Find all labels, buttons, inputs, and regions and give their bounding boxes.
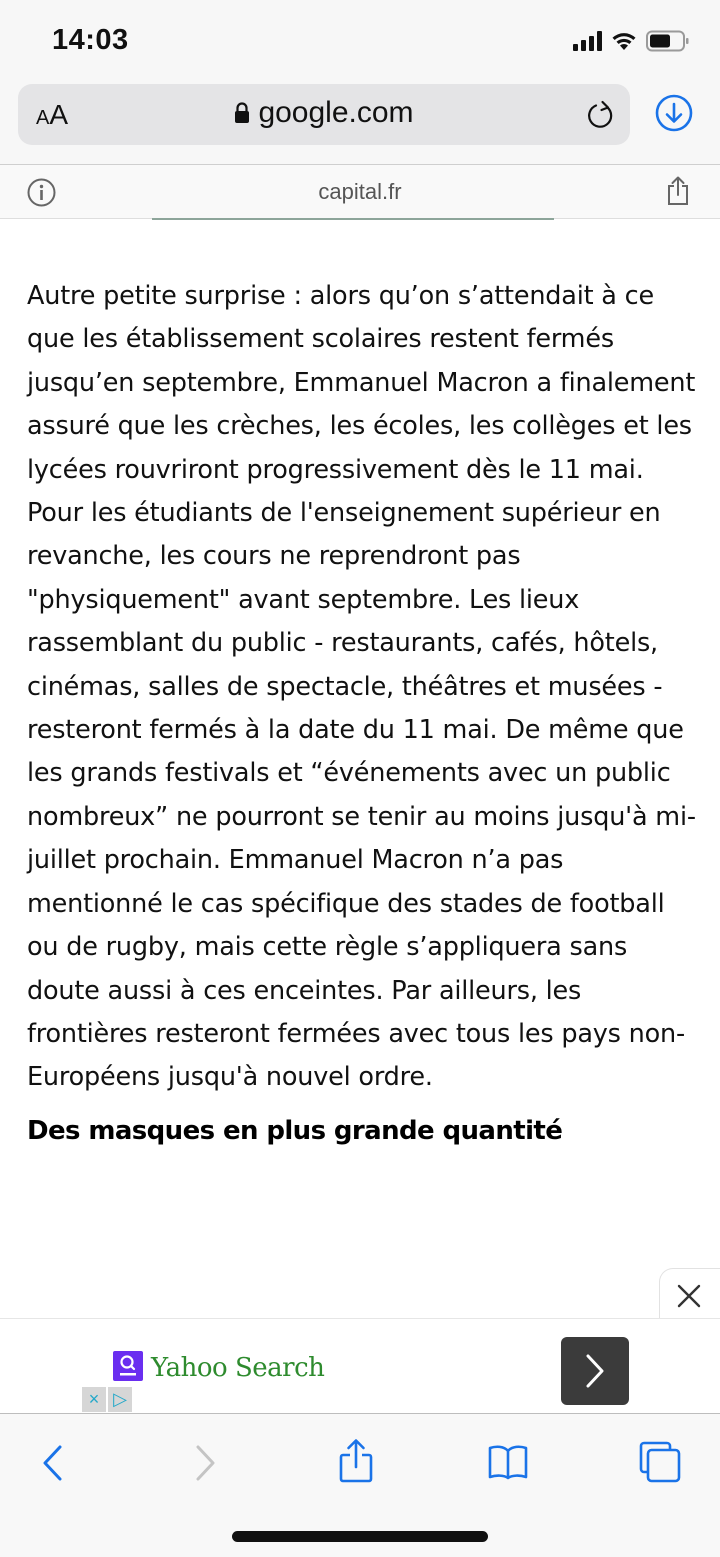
- share-button[interactable]: [338, 1438, 374, 1484]
- page-load-divider: [152, 218, 554, 220]
- ad-close-button[interactable]: [659, 1268, 720, 1320]
- status-time: 14:03: [52, 24, 129, 56]
- reload-icon[interactable]: [586, 98, 616, 130]
- url-text: google.com: [258, 96, 414, 129]
- article-body: [27, 275, 697, 1146]
- wifi-icon: [611, 31, 637, 51]
- url-display[interactable]: [18, 96, 630, 130]
- home-indicator[interactable]: [232, 1531, 488, 1542]
- ad-banner[interactable]: [0, 1318, 720, 1413]
- article-paragraph: Autre petite surprise : alors qu’on s’attendait à ce que les établissement scolaires restent fermés jusqu’en septembre, Emmanuel Macron a finalement assuré que les crèches, les écoles, les collèges et les lycées rouvriront progressivement dès le 11 mai. Pour les étudiants de l'enseignement supérieur en revanche, les cours ne reprendront pas "physiquement" avant septembre. Les lieux rassemblant du public - restaurants, cafés, hôtels, cinémas, salles de spectacle, théâtres et musées - resteront fermés à la date du 11 mai. De même que les grands festivals et “événements avec un public nombreux” ne pourront se tenir au moins jusqu'à mi-juillet prochain. Emmanuel Macron n’a pas mentionné le cas spécifique des stades de football ou de rugby, mais cette règle s’appliquera sans doute aussi à ces enceintes. Par ailleurs, les frontières resteront fermées avec tous les pays non-Européens jusqu'à nouvel ordre.: [27, 281, 696, 1093]
- site-info-bar: [0, 164, 720, 219]
- ad-title[interactable]: Yahoo Search: [151, 1353, 325, 1383]
- cellular-signal-icon: [573, 31, 602, 51]
- ad-choices-play-icon[interactable]: ▷: [108, 1387, 132, 1412]
- battery-icon: [646, 30, 690, 52]
- forward-button[interactable]: [192, 1444, 218, 1482]
- section-heading: Des masques en plus grande quantité: [27, 1115, 563, 1146]
- text-size-button[interactable]: AA: [36, 99, 69, 130]
- status-bar: [0, 0, 720, 82]
- download-icon[interactable]: [655, 94, 693, 132]
- tabs-button[interactable]: [638, 1440, 682, 1484]
- browser-address-area: [0, 82, 720, 164]
- ad-choices[interactable]: [82, 1387, 132, 1412]
- yahoo-search-logo-icon: [113, 1351, 143, 1381]
- back-button[interactable]: [40, 1444, 66, 1482]
- chevron-right-icon: [584, 1353, 606, 1389]
- site-name: capital.fr: [318, 179, 402, 204]
- share-icon[interactable]: [666, 175, 690, 207]
- ad-choices-close-icon[interactable]: ×: [82, 1387, 106, 1412]
- status-icons: [573, 30, 690, 52]
- close-icon: [676, 1283, 702, 1309]
- ad-open-button[interactable]: [561, 1337, 629, 1405]
- address-bar[interactable]: [18, 84, 630, 145]
- lock-icon: [234, 102, 250, 124]
- bookmarks-button[interactable]: [487, 1444, 529, 1480]
